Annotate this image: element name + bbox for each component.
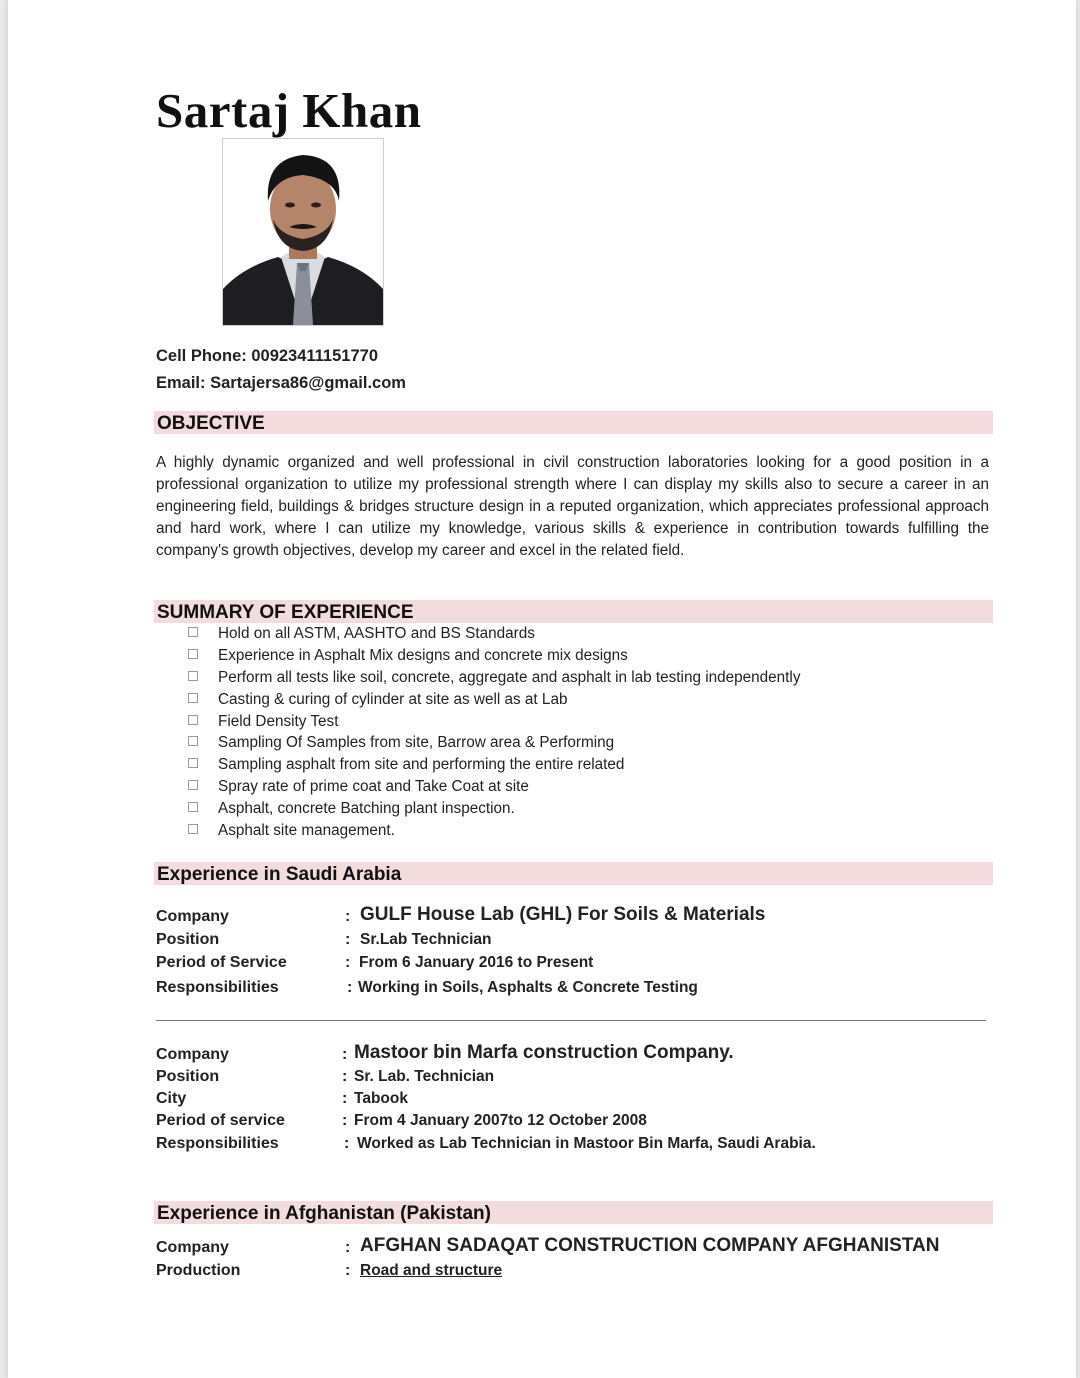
checkbox-bullet-icon [188,802,198,812]
list-item: Hold on all ASTM, AASHTO and BS Standards [188,623,800,645]
job1-period-row: Period of Service : From 6 January 2016 to Present [156,954,594,971]
job1-company-row: Company : GULF House Lab (GHL) For Soils & Materials [156,904,766,925]
checkbox-bullet-icon [188,758,198,768]
field-label: Company [156,1046,229,1063]
objective-section-bar [154,411,993,434]
saudi-section-bar [154,862,993,885]
job2-resp-row: Responsibilities : Worked as Lab Technician in Mastoor Bin Marfa, Saudi Arabia. [156,1135,816,1152]
field-label: Position [156,1068,220,1085]
job2-position: Sr. Lab. Technician [354,1068,495,1085]
email: Email: Sartajersa86@gmail.com [156,374,406,392]
field-label: Company [156,1239,229,1256]
summary-section-bar [154,600,993,623]
field-label: City [156,1090,187,1107]
job1-period: From 6 January 2016 to Present [359,954,594,971]
list-item: Asphalt site management. [188,820,800,842]
list-item: Sampling Of Samples from site, Barrow area & Performing [188,732,800,754]
list-item: Perform all tests like soil, concrete, aggregate and asphalt in lab testing independently [188,667,800,689]
list-item: Asphalt, concrete Batching plant inspection. [188,798,800,820]
field-label: Period of Service [156,954,287,971]
field-label: Period of service [156,1112,285,1129]
saudi-heading: Experience in Saudi Arabia [157,864,402,885]
job2-city: Tabook [354,1090,408,1107]
list-item: Casting & curing of cylinder at site as well as at Lab [188,689,800,711]
checkbox-bullet-icon [188,671,198,681]
field-label: Position [156,931,220,948]
afghan-section-bar [154,1201,993,1224]
job1-resp-row: Responsibilities : Working in Soils, Asphalts & Concrete Testing [156,979,698,996]
afghan-heading: Experience in Afghanistan (Pakistan) [157,1203,491,1224]
summary-heading: SUMMARY OF EXPERIENCE [157,602,414,623]
checkbox-bullet-icon [188,780,198,790]
objective-heading: OBJECTIVE [157,413,265,434]
checkbox-bullet-icon [188,715,198,725]
list-item: Spray rate of prime coat and Take Coat at site [188,776,800,798]
job2-period-row: Period of service : From 4 January 2007to 12 October 2008 [156,1112,647,1129]
list-item: Experience in Asphalt Mix designs and concrete mix designs [188,645,800,667]
job1-position-row: Position : Sr.Lab Technician [156,931,492,948]
job1-company: GULF House Lab (GHL) For Soils & Materials [360,904,766,925]
job2-period: From 4 January 2007to 12 October 2008 [354,1112,647,1129]
list-item: Sampling asphalt from site and performing the entire related [188,754,800,776]
job1-position: Sr.Lab Technician [360,931,492,948]
list-item: Field Density Test [188,711,800,733]
objective-text: A highly dynamic organized and well professional in civil construction laboratories looking for a good position in a professional organization to utilize my professional strength where I can display my skills also to secure a career in an engineering field, buildings & bridges structure design in a reputed organization, which appreciates professional approach and hard work, where I can utilize my knowledge, various skills & experience in contribution towards fulfilling the company's growth objectives, develop my career and excel in the related field. [156,454,989,559]
job2-responsibilities: Worked as Lab Technician in Mastoor Bin Marfa, Saudi Arabia. [357,1135,816,1152]
field-label: Responsibilities [156,1135,279,1152]
job2-company-row: Company : Mastoor bin Marfa construction Company. [156,1042,734,1063]
job2-position-row: Position : Sr. Lab. Technician [156,1068,495,1085]
job2-company: Mastoor bin Marfa construction Company. [354,1042,734,1063]
checkbox-bullet-icon [188,693,198,703]
job1-responsibilities: Working in Soils, Asphalts & Concrete Testing [358,979,698,996]
cell-phone: Cell Phone: 00923411151770 [156,347,378,365]
afghan-company: AFGHAN SADAQAT CONSTRUCTION COMPANY AFGHANISTAN [360,1235,940,1256]
field-label: Responsibilities [156,979,279,996]
checkbox-bullet-icon [188,649,198,659]
job2-city-row: City : Tabook [156,1090,408,1107]
resume-page [8,0,1076,1378]
afghan-company-row: Company : AFGHAN SADAQAT CONSTRUCTION COMPANY AFGHANISTAN [156,1235,940,1256]
afghan-production-row: Production : Road and structure [156,1262,503,1279]
profile-photo [222,138,384,326]
checkbox-bullet-icon [188,736,198,746]
summary-list [188,623,800,842]
checkbox-bullet-icon [188,627,198,637]
field-label: Production [156,1262,241,1279]
field-label: Company [156,908,229,925]
divider [156,1020,986,1021]
checkbox-bullet-icon [188,824,198,834]
afghan-production: Road and structure [360,1262,503,1279]
candidate-name: Sartaj Khan [156,83,422,138]
